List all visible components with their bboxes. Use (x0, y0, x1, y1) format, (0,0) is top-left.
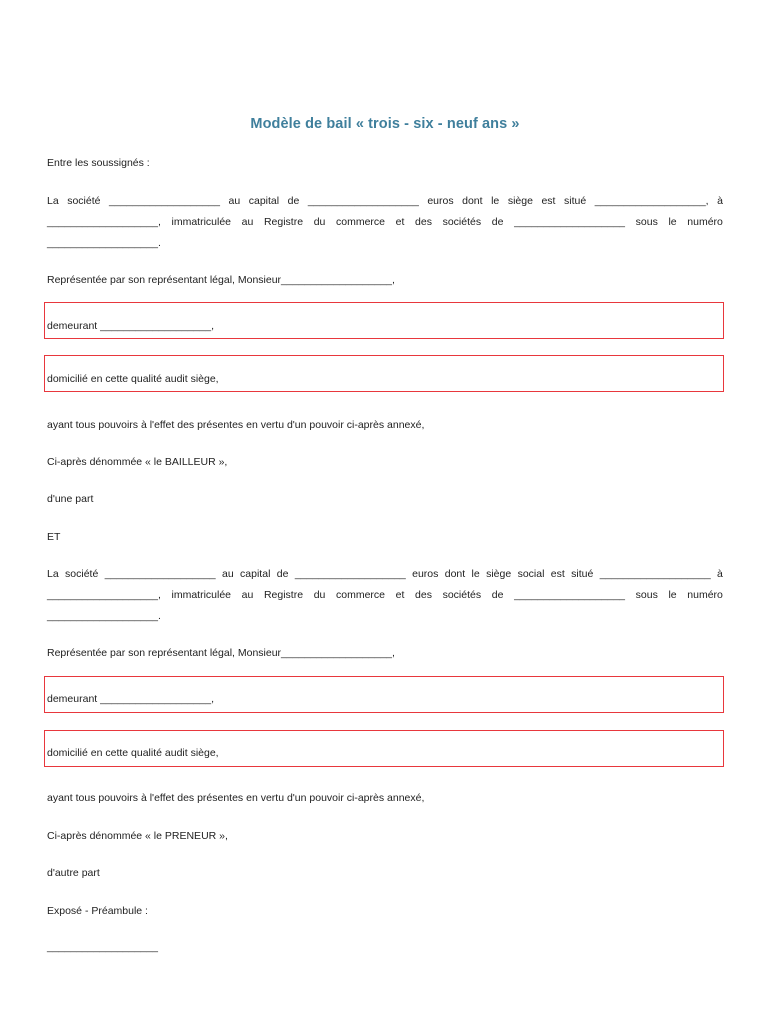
word: sociétés (442, 216, 482, 228)
word: au (228, 195, 241, 207)
preneur-demeurant-text: demeurant ___________________, (47, 693, 214, 705)
word: siège (507, 195, 533, 207)
word: euros (412, 568, 439, 580)
word: ___________________, (47, 216, 161, 228)
word: situé (564, 195, 587, 207)
word: ___________________ (109, 195, 220, 207)
preneur-pouvoirs: ayant tous pouvoirs à l'effet des présentes en vertu d'un pouvoir ci-après annexé, (47, 792, 425, 804)
word: dont (444, 568, 466, 580)
expose-heading: Exposé - Préambule : (47, 905, 148, 917)
word: le (668, 216, 677, 228)
word: sous (635, 216, 658, 228)
bailleur-denommee: Ci-après dénommée « le BAILLEUR », (47, 456, 228, 468)
word: euros (427, 195, 454, 207)
word: Registre (263, 589, 304, 601)
word: ___________________ (294, 568, 406, 580)
bailleur-pouvoirs: ayant tous pouvoirs à l'effet des présentes en vertu d'un pouvoir ci-après annexé, (47, 419, 425, 431)
word: au (241, 589, 254, 601)
word: des (415, 216, 432, 228)
preneur-demeurant-field[interactable] (44, 676, 724, 713)
et-separator: ET (47, 531, 61, 543)
word: ___________________, (47, 589, 161, 601)
word: de (276, 568, 289, 580)
word: numéro (687, 589, 723, 601)
word: immatriculée (171, 216, 232, 228)
preneur-denommee: Ci-après dénommée « le PRENEUR », (47, 830, 228, 842)
word: et (395, 216, 405, 228)
bailleur-domicilie-field[interactable] (44, 355, 724, 392)
word: situé (571, 568, 594, 580)
expose-blank: ___________________ (47, 941, 158, 953)
word: au (241, 216, 254, 228)
bailleur-demeurant-field[interactable] (44, 302, 724, 339)
word: La (47, 568, 59, 580)
word: ___________________ (104, 568, 216, 580)
intro-text: Entre les soussignés : (47, 157, 150, 169)
word: ___________________ (307, 195, 419, 207)
word: du (313, 216, 326, 228)
word: sociétés (442, 589, 482, 601)
preneur-domicilie-text: domicilié en cette qualité audit siège, (47, 747, 219, 759)
preneur-company-line-1 (47, 568, 723, 581)
word: le (491, 195, 500, 207)
word: du (313, 589, 326, 601)
word: ___________________ (514, 589, 626, 601)
preneur-representee: Représentée par son représentant légal, Monsieur___________________, (47, 647, 395, 659)
word: commerce (336, 589, 386, 601)
preneur-part: d'autre part (47, 867, 100, 879)
word: est (550, 568, 565, 580)
bailleur-domicilie-text: domicilié en cette qualité audit siège, (47, 373, 219, 385)
preneur-company-line-3: ___________________. (47, 610, 161, 622)
word: immatriculée (171, 589, 232, 601)
bailleur-company-line-3: ___________________. (47, 237, 161, 249)
word: le (471, 568, 480, 580)
word: social (517, 568, 545, 580)
bailleur-representee: Représentée par son représentant légal, Monsieur___________________, (47, 274, 395, 286)
word: Registre (263, 216, 304, 228)
word: société (67, 195, 101, 207)
word: à (717, 568, 723, 580)
word: ___________________ (599, 568, 711, 580)
word: au (222, 568, 234, 580)
word: de (491, 589, 504, 601)
bailleur-company-line-2 (47, 216, 723, 229)
word: des (415, 589, 432, 601)
word: numéro (687, 216, 723, 228)
word: commerce (336, 216, 386, 228)
bailleur-demeurant-text: demeurant ___________________, (47, 320, 214, 332)
bailleur-part: d'une part (47, 493, 94, 505)
preneur-company-line-2 (47, 589, 723, 602)
word: dont (462, 195, 483, 207)
word: capital (248, 195, 280, 207)
word: à (717, 195, 723, 207)
preneur-domicilie-field[interactable] (44, 730, 724, 767)
word: de (491, 216, 504, 228)
word: de (287, 195, 300, 207)
word: ___________________ (514, 216, 626, 228)
document-title: Modèle de bail « trois - six - neuf ans » (250, 116, 520, 132)
bailleur-company-line-1 (47, 195, 723, 208)
word: La (47, 195, 59, 207)
word: société (65, 568, 99, 580)
word: le (668, 589, 677, 601)
word: capital (240, 568, 271, 580)
word: siège (486, 568, 512, 580)
word: est (541, 195, 556, 207)
word: sous (635, 589, 658, 601)
word: ___________________, (594, 195, 709, 207)
word: et (395, 589, 405, 601)
